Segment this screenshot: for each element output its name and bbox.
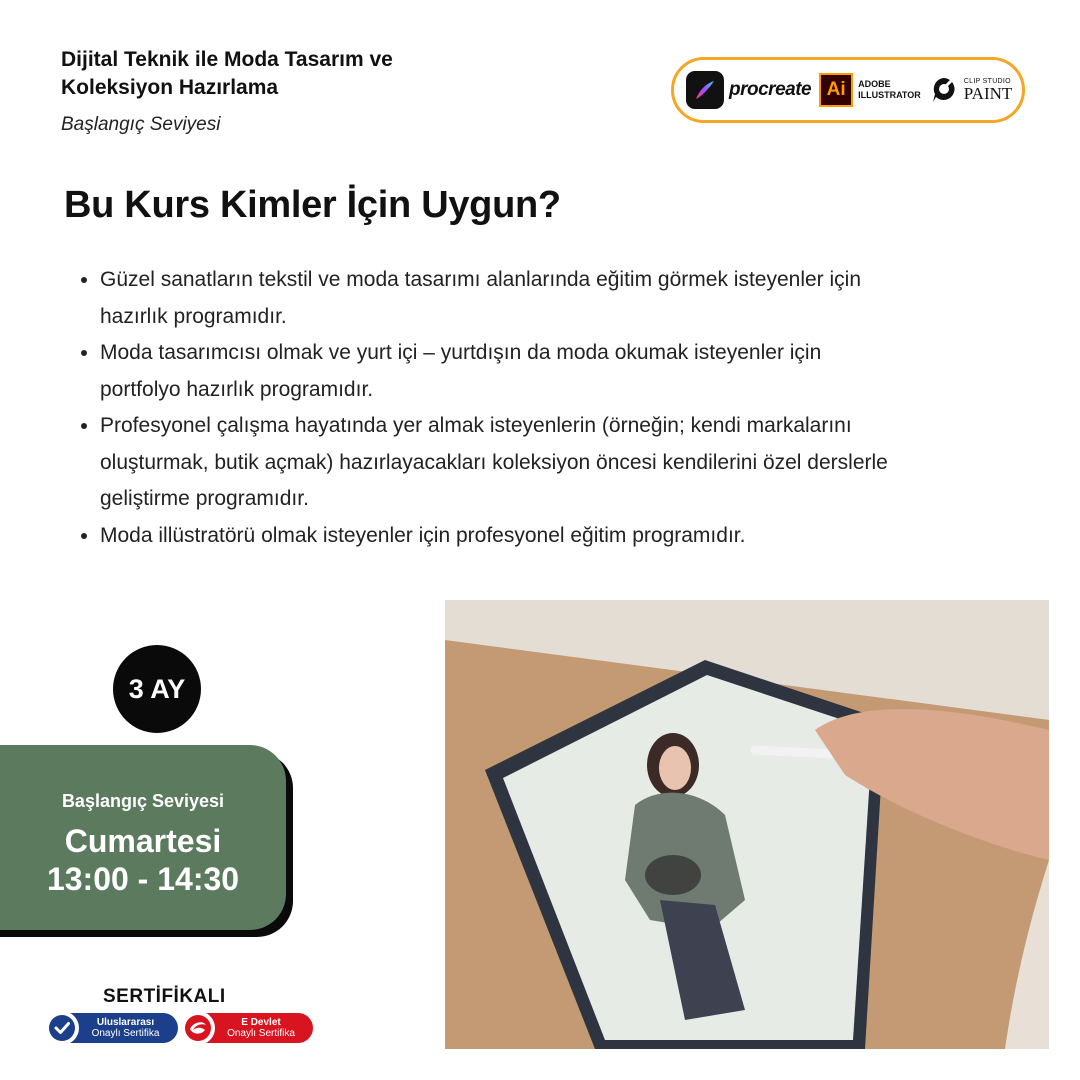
illustrator-label: ADOBE ILLUSTRATOR xyxy=(858,79,921,100)
adobe-illustrator-icon: Ai xyxy=(819,73,853,107)
schedule-time: 13:00 - 14:30 xyxy=(46,861,240,897)
schedule-level: Başlangıç Seviyesi xyxy=(61,791,225,811)
clip-studio-label: CLIP STUDIO PAINT xyxy=(963,78,1013,103)
illustrator-logo xyxy=(819,73,921,107)
list-item: • Moda illüstratörü olmak isteyenler için profesyonel eğitim programıdır. xyxy=(100,518,900,555)
schedule-card xyxy=(0,745,286,930)
audience-list xyxy=(78,262,900,554)
certificate-label: SERTİFİKALI xyxy=(103,986,226,1007)
list-item: • Profesyonel çalışma hayatında yer almak isteyenlerin (örneğin; kendi markalarını oluşturmak, butik açmak) hazırlayacakları koleksiyon öncesi kendilerini özel derslerle geliştirme programıdır. xyxy=(100,408,900,518)
course-title: Dijital Teknik ile Moda Tasarım ve Koleksiyon Hazırlama xyxy=(61,48,393,99)
duration-badge: 3 AY xyxy=(113,645,201,733)
section-heading: Bu Kurs Kimler İçin Uygun? xyxy=(64,184,561,226)
photo-illustration xyxy=(445,600,1049,1049)
software-logos xyxy=(671,57,1025,123)
procreate-logo xyxy=(686,71,811,109)
e-devlet-logo-icon xyxy=(181,1011,215,1045)
checkmark-icon xyxy=(45,1011,79,1045)
procreate-label: procreate xyxy=(729,79,812,100)
clip-studio-icon xyxy=(929,75,959,105)
procreate-icon xyxy=(686,71,724,109)
schedule-day: Cumartesi xyxy=(64,823,222,859)
list-item: • Moda tasarımcısı olmak ve yurt içi – yurtdışın da moda okumak isteyenler için portfolyo hazırlık programıdır. xyxy=(100,335,900,408)
tablet-drawing-photo xyxy=(445,600,1049,1049)
international-certificate-badge: Uluslararası Onaylı Sertifika xyxy=(47,1013,178,1043)
list-item: • Güzel sanatların tekstil ve moda tasarımı alanlarında eğitim görmek isteyenler için hazırlık programıdır. xyxy=(100,262,900,335)
clip-studio-logo xyxy=(929,75,1013,105)
e-devlet-certificate-badge: E Devlet Onaylı Sertifika xyxy=(183,1013,313,1043)
course-level: Başlangıç Seviyesi xyxy=(61,114,221,135)
